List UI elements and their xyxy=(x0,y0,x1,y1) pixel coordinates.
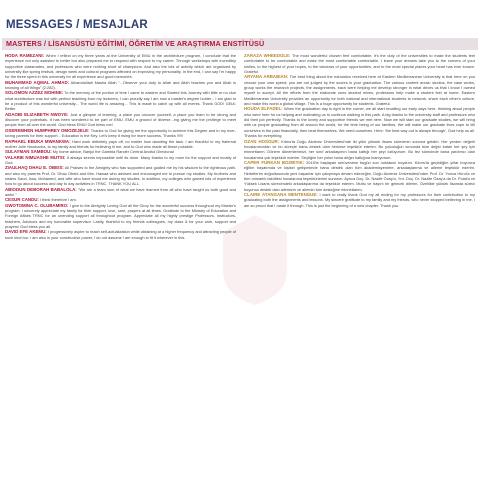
message-text: The best thing about the education received here at Eastern Mediterranean University is that here on you choose your own speed; you are not judged by the scores in your graduation. The various content areas: studios, the case works, group works the research projects, the assignments, each were helping me develop stronger in what drives us that I know I owned myself to accept. All the efforts from the elaborate ones student mixes, professors help make a student feel at home. Eastern Mediterranean University provides an opportunity for both national and international students to network, share each other's culture, and make this world a global village. This is a huge opportunity for students. Grateful. xyxy=(244,74,475,107)
author-name: ADAOBI ELIZABETH NWOYE: xyxy=(5,111,69,117)
author-name: CAPER FURKAN BOZBIYIK: xyxy=(244,159,305,165)
message-entry xyxy=(244,139,475,160)
message-entry xyxy=(5,112,236,128)
author-name: DAVID EFE AKEMU: xyxy=(5,229,47,235)
message-text: I think therefore I am. xyxy=(40,197,77,203)
section-title: MASTERS / LİSANSÜSTÜ EĞİTİMİ, ÖĞRETİM VE ARAŞTIRMA ENSTİTÜSÜ xyxy=(6,39,265,48)
right-column xyxy=(244,53,475,478)
message-entry xyxy=(5,229,236,240)
author-name: SOLOMON AZZEZ MOHINE: xyxy=(5,90,64,96)
message-text: Alhamdulilah Masha Allah "...Observe your duty to Allah and Allah teaches you and Allah is knowing of all things" (2:282). xyxy=(5,79,236,91)
message-text: "We are a team sum of what we have learned from all who have taught us both good and awful." xyxy=(5,186,236,197)
author-name: SULAYMAN SAMBOU: xyxy=(5,149,52,155)
author-name: OSEREMHEN HUMPHREY OMOZEJELE: xyxy=(5,127,90,133)
message-entry xyxy=(244,74,475,106)
message-entry xyxy=(5,155,236,166)
message-text: To the memory of the portion of time I came to eastern and Started this Journey with little or no clue what architecture was but with perfect teaching from my lecturers, I can proudly say I am now a master's degree holder... I am glad to be a product of this wonderful university... The world life is amazing... This is made to catch up with all events. Thank GOD! GEIA: Better xyxy=(5,90,236,112)
message-entry xyxy=(5,187,236,198)
author-name: MUHAMMAD AQMAL AHMAD: xyxy=(5,79,70,85)
page-title: MESSAGES / MESAJLAR xyxy=(6,19,148,31)
message-text: Hard work definitely pays off, no matter how daunting the task. I am thankful to my fraternal mother Julie Nwokocha, to my family and friends for believing in me, and to God who made all these possible. xyxy=(5,138,236,149)
author-name: ARYANA ARBABIAN: xyxy=(244,74,289,80)
message-entry xyxy=(244,106,475,138)
author-name: OZAN HOSGUR: xyxy=(244,138,280,144)
message-text: The most wonderful chosen feel comfortable, it's the duty of the universities to make the students feel comfortable to be comfortable and make the most comfortable comfortable. I leave your dreams take you to the corners of your smiles, to the highest of your hopes, to the windows of your opportunities, and to the most special places your heart has ever known. Grateful. xyxy=(244,53,475,75)
message-entry xyxy=(244,192,475,208)
message-entry xyxy=(244,160,475,192)
message-entry xyxy=(244,53,475,74)
author-name: HODA RAMEZANI: xyxy=(5,53,45,58)
message-entry xyxy=(5,90,236,111)
message-text: Kıbrıs'ta Doğu Akdeniz Üniversitesi'nde iki yıllık yüksek lisans sürecimin sonuna geldim. Her yerden değerli hocalarımızdan ve bu süreçte bana destek olan herkese teşekkür ederim. Bu yolculuğun sonunda bize değer katan her şey için minnettarım. Dönem dönemlerimizi, her sınıf arkadaşımın bana kattığı her şeyi özlüyorum. Bu tez sürecinde bana yardımcı olan hocalarıma çok teşekkür ederim. Seçtiğim her yolun bana değer kattığına inanıyorum. xyxy=(244,138,475,160)
left-column xyxy=(5,53,236,478)
message-entry xyxy=(5,53,236,80)
message-entry xyxy=(5,80,236,91)
message-text: I want to really thank God my all ending for my professors for their contribution to my graduating both the assignments and lessons. My sincere gratitude to my family and my friends, who never stopped believing in me, I am so proud that I made it through. This is just the beginning of a new chapter. Thank you. xyxy=(244,191,475,208)
author-name: CESUR CANDU: xyxy=(5,197,39,203)
message-entry xyxy=(5,128,236,139)
author-name: VALARIE NIMUASHE MUTSI: xyxy=(5,154,66,160)
message-text: I give to the Almighty Loving God all the Glory for the wonderful success throughout my Master's program. I sincerely appreciate my family for their support, love, care, prayers at all times. Gratitude to the Ministry of Education and Foreign Affairs TRNC for an unending support all throughout program. Appreciate all my highly prestige Professors, Instructors, teachers, Advisors and my honorable supervisor. Lastly, thankful to my friends colleagues, my class & for your care, support and prayers! God bless you all. xyxy=(5,202,236,229)
message-text: When the graduation day is right in the corner, we all start recalling our early days here, thinking about people who were here for us helping and motivating us to continue walking in this path. A big thanks to the university staff and professors who did their job perfectly. Thanks to the lovely and supportive friends we met here. Now we will start our graduate studies, we will bring with us people graduating from all around the world, for the time being of our families. We will make our graduate lives cope to kill ourselves in the past financially, then beat themselves. We need ourselves. Here: 'the best way out is always through'. God help us all. Thanks for everything. xyxy=(244,106,475,139)
author-name: ZARAZA WHEEDOLE: xyxy=(244,53,291,58)
message-entry xyxy=(5,139,236,150)
message-columns xyxy=(5,53,475,478)
message-text: 2015'te başlayan serüvenime bugün son noktasını koydum. Kıbrıs'ta geçirdiğim yıllar boyunca eğitim hayatımda ve kişisel gelişimimde bana destek olan tüm akademisyenlere, arkadaşlarıma ve aileme teşekkür ederim. Hedeflerim doğrultusunda yeni başarılar için çalışmaya devam edeceğim. Doğu Akdeniz Üniversitesi'nden Prof. Dr. Yonca Hürol'a ve tüm mimarlık fakültesi hocalarıma teşekkürlerimi sunarım. Ayrıca Doç. Dr. Nazife Özay'a, Yrd. Doç. Dr. Nazife Özay'a da Dr. Polat'a ve Yüksek Lisans sürecimdeki arkadaşlarıma da teşekkür ederim. Mutlu ve hayırlı bir gelecek dilerim. Özellikle yüksek lisansta süreci boyunca destek olan ailemizin ve ailemin tüm desteğine minnettarım. xyxy=(244,159,475,192)
message-text: All Praises to the Almighty who has supported and guided me by his wisdom to the righteous path, and also my parents Prof. Dr. Dhau Obeid and Mrs. Hawaa who advised and encouraged me to pursue my studies. My brothers and sisters Saud, Issa, Mohamed, and wife who have stood me during my studies. In addition, my colleges who gained lots of experience how to go about success and day to day activities in TRNC. THANK YOU ALL. xyxy=(5,165,236,187)
author-name: ABIODUN DEBORAH BABALOLA: xyxy=(5,186,77,192)
message-text: I progressively aspire to reach self-actualization while obtaining at a higher frequency and attracting people of such kind too. I am also in your constructive power, I do not assume I am enough to fit it wherever in this. xyxy=(5,229,236,240)
message-entry xyxy=(5,203,236,230)
message-text: My home advice, Banjul the Gambia Rander Central Ancitul Direcional xyxy=(52,149,174,155)
message-text: Thanks to God for giving me the opportunity to achieve this Degree and to my ever-loving parents for their support... Education is the Key. Let's keep it rising for more success. Thanks !!!!!! xyxy=(5,127,236,139)
message-text: It always seems impossible until its done. Many thanks to my mum for the support and mostly of God. xyxy=(5,154,236,165)
author-name: RAPHAEL EBUKA MWANKWA: xyxy=(5,138,71,144)
author-name: ZIAULHAQ DHAU E. OBEIS: xyxy=(5,165,64,171)
author-name: GWOTOMINA C. OLUBAMIRO: xyxy=(5,202,69,208)
message-entry xyxy=(5,165,236,186)
message-text: Just a glimpse of learning, a place you uncover yourself, a place you learn to be strong and discover your potentials. It has been wonderful to be part of EMU. EMU a ground of diverse...ing giving me the privilege to meet people from all over the world. God bless EMU! God bless me! xyxy=(5,111,236,128)
message-text: When I reflect on my three years at the University of EMU in the architecture program, I conclude that the experience not only assisted to better but also prepared me to respond with respect to my career. Through workshops with incredibly supportive classmates, and professors who were nothing short of champions. And also the lots of activity which are organized by university like spring festival, design week and cultural programs affected on improving my personality. In the end, I can say I'm happy for the three spent in this university for all experience and good memories. xyxy=(5,53,236,80)
author-name: CLAIRE ATANGANA MENTENGUE: xyxy=(244,191,318,197)
section-band xyxy=(2,38,478,50)
author-name: HOUDA ELFADEL: xyxy=(244,106,283,112)
